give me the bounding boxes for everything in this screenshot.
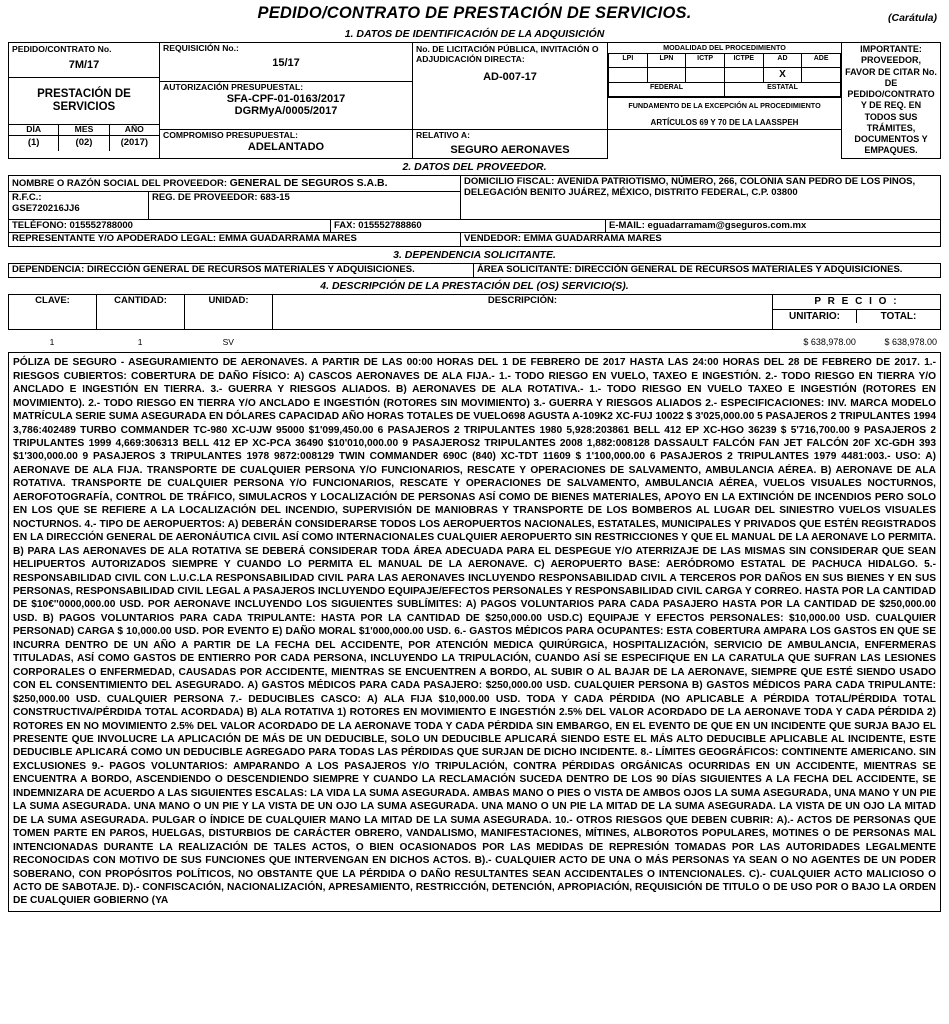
proveedor-nombre-cell — [9, 175, 461, 191]
relativo-field — [413, 130, 608, 159]
proveedor-tel-cell — [9, 219, 331, 233]
modalidad-federal: FEDERAL — [609, 82, 725, 96]
fundamento-value: ARTÍCULOS 69 Y 70 DE LA LAASSPEH — [650, 118, 799, 128]
col-header-precio — [773, 295, 941, 330]
dependencia-value: DIRECCIÓN GENERAL DE RECURSOS MATERIALES Y ADQUISICIONES. — [86, 264, 415, 276]
autorizacion-value-1: SFA-CPF-01-0163/2017 — [226, 92, 346, 105]
modalidad-col-ad: AD — [763, 54, 802, 68]
cell-unidad: SV — [222, 337, 234, 348]
proveedor-email-value: eguadarramam@gseguros.com.mx — [647, 219, 807, 231]
modalidad-col-ictp: ICTP — [686, 54, 725, 68]
section-1-header: 1. DATOS DE IDENTIFICACIÓN DE LA ADQUISICIÓN — [344, 28, 605, 40]
proveedor-email-cell — [606, 219, 941, 233]
licitacion-label: No. DE LICITACIÓN PÚBLICA, INVITACIÓN O ADJUDICACIÓN DIRECTA: — [416, 44, 599, 65]
proveedor-fax-value: 015552788860 — [358, 219, 422, 231]
dependencia-table — [8, 263, 941, 278]
cell-cantidad: 1 — [137, 337, 143, 348]
proveedor-vendedor-value: EMMA GUADARRAMA MARES — [523, 233, 662, 245]
area-label: ÁREA SOLICITANTE: — [477, 264, 572, 276]
pedido-value: 7M/17 — [68, 58, 100, 71]
page-title — [8, 0, 941, 26]
modalidad-mark-ade — [802, 68, 841, 83]
modalidad-mark-lpi — [609, 68, 648, 83]
cell-total: $ 638,978.00 — [884, 337, 937, 348]
proveedor-nombre-value: GENERAL DE SEGUROS S.A.B. — [229, 176, 388, 189]
area-cell — [474, 264, 941, 278]
proveedor-domicilio-value: AVENIDA PATRIOTISMO, NÚMERO, 266, COLONIA SAN PEDRO DE LOS PINOS, DELEGACIÓN BENITO JUÁREZ, MÉXICO, DISTRITO FEDERAL, C.P. 03800 — [464, 175, 916, 198]
modalidad-scope-row — [609, 82, 841, 96]
modalidad-mark-lpn — [647, 68, 686, 83]
importante-text: IMPORTANTE: PROVEEDOR, FAVOR DE CITAR No. DE PEDIDO/CONTRATO Y DE REQ. EN TODOS SUS TRÁMITES, DOCUMENTOS Y EMPAQUES. — [845, 44, 937, 156]
modalidad-mark-ictpe — [724, 68, 763, 83]
fecha-values — [9, 135, 159, 151]
proveedor-reg-label: REG. DE PROVEEDOR: — [152, 191, 258, 203]
modalidad-label: MODALIDAD DEL PROCEDIMIENTO — [663, 43, 786, 52]
proveedor-tel-value: 015552788000 — [69, 219, 133, 231]
compromiso-value: ADELANTADO — [247, 141, 325, 154]
page-title-text: PEDIDO/CONTRATO DE PRESTACIÓN DE SERVICIOS. — [257, 4, 692, 22]
modalidad-mark-row — [609, 68, 841, 83]
modalidad-block — [608, 43, 842, 130]
table-row — [8, 336, 941, 348]
modalidad-mark-ictp — [686, 68, 725, 83]
proveedor-domicilio-cell — [461, 175, 941, 219]
col-header-cantidad: CANTIDAD: — [97, 295, 185, 330]
area-value: DIRECCIÓN GENERAL DE RECURSOS MATERIALES Y ADQUISICIONES. — [574, 264, 903, 276]
compromiso-field — [160, 130, 413, 159]
fundamento-label: FUNDAMENTO DE LA EXCEPCIÓN AL PROCEDIMIENTO — [608, 97, 841, 112]
modalidad-table — [608, 53, 841, 97]
autorizacion-field — [160, 81, 413, 129]
descripcion-body-table — [8, 352, 941, 912]
section-4-header: 4. DESCRIPCIÓN DE LA PRESTACIÓN DEL (OS) SERVICIO(S). — [320, 280, 629, 293]
modalidad-estatal: ESTATAL — [724, 82, 840, 96]
autorizacion-label: AUTORIZACIÓN PRESUPUESTAL: — [163, 81, 304, 92]
col-header-unidad: UNIDAD: — [185, 295, 273, 330]
proveedor-table — [8, 175, 941, 248]
proveedor-fax-cell — [331, 219, 606, 233]
proveedor-representante-label: REPRESENTANTE Y/O APODERADO LEGAL: — [12, 233, 217, 245]
compromiso-label: COMPROMISO PRESUPUESTAL: — [163, 130, 298, 141]
descripcion-values-table — [8, 336, 941, 348]
modalidad-mark-ad: X — [763, 68, 802, 83]
cell-clave: 1 — [49, 337, 55, 348]
requisicion-label: REQUISICIÓN No.: — [163, 43, 239, 53]
pedido-label: PEDIDO/CONTRATO No. — [12, 44, 112, 54]
modalidad-col-ictpe: ICTPE — [724, 54, 763, 68]
col-header-clave: CLAVE: — [9, 295, 97, 330]
section-3-header: 3. DEPENDENCIA SOLICITANTE. — [393, 249, 556, 262]
pedido-field — [9, 43, 159, 78]
licitacion-field — [413, 43, 608, 130]
precio-total-label: TOTAL: — [880, 310, 917, 322]
proveedor-domicilio-label: DOMICILIO FISCAL: — [464, 175, 555, 187]
descripcion-body-text: PÓLIZA DE SEGURO - ASEGURAMIENTO DE AERONAVES. A PARTIR DE LAS 00:00 HORAS DEL 1 DE FEBRERO DE 2017 HASTA LAS 24:00 HORAS DEL 28 DE FEBRERO DE 2017. 1.- RIESGOS CUBIERTOS: COBERTURA DE DAÑO FÍSICO: A) CASCOS AERONAVES DE ALA FIJA.- 1.- TODO RIESGO EN VUELO, TAXEO E INGESTIÓN. 2.- TODO RIESGO EN TIERRA Y/O ANCLADO E INGESTIÓN EN TIERRA. 3.- GUERRA Y RIESGOS ALIADOS. B) AERONAVES DE ALA ROTATIVA.- 1.- TODO RIESGO EN VUELO TAXEO E INGESTIÓN (ROTORES EN MOVIMIENTO). 2.- TODO RIESGO EN TIERRA Y/O ANCLADO E INGESTIÓN (ROTORES SIN MOVIMIENTO) 3.- GUERRA Y RIESGOS ALIADOS 2.- ESPECIFICACIONES: INV. MARCA MODELO MATRÍCULA SERIE SUMA ASEGURADA EN DÓLARES CAPACIDAD AÑO HORAS TOTALES DE VUELO698 AGUSTA A-109K2 XC-FUJ 10022 $ 3'025,000.00 5 PASAJEROS 2 TRIPULANTES 1994 3,786:402489 TURBO COMMANDER TC-980 XC-UJW 95000 $1'099,450.00 6 PASAJEROS 2 TRIPULANTES 1980 5,928:203861 BELL 412 EP XC-HGO 36239 $ 5'716,700.00 9 PASAJEROS 2 TRIPULANTES 1999 4,669:306313 BELL 412 EP XC-PCA 36490 $10'010,000.00 9 PASAJEROS2 TRIPULANTES 2008 1,882:008128 DASSAULT FALCÓN FAN JET FALCÓN 20F XC-GDH 393 $1'300,000.00 9 PASAJEROS 3 TRIPULANTES 1978 9872:008129 TWIN COMMANDER 690C (840) XC-TDT 11609 $ 1'100,000.00 6 PASAJEROS 2 TRIPULANTES 1979 4481:003.- USO: A) AERONAVE DE ALA FIJA. TRANSPORTE DE CUALQUIER PERSONA Y/O FUNCIONARIOS, RESCATE Y OPERACIONES DE SALVAMENTO, AMBULANCIA AÉREA. B) AERONAVE DE ALA ROTATIVA. TRANSPORTE DE CUALQUIER PERSONA Y/O FUNCIONARIOS, RESCATE Y OPERACIONES DE SALVAMENTO, AMBULANCIA AÉREA, VUELOS VISUALES NOCTURNOS, AEROFOTOGRAFÍA, CONTROL DE TRÁFICO, SIMULACROS Y LOCALIZACIÓN DE PERSONAS ASÍ COMO DE BIENES MATERIALES, APOYO EN LA EXTINCIÓN DE INCENDIOS PERO SOLO EN LOS QUE SE REFIERE A LA LOCALIZACIÓN DEL INCENDIO, SUPERVISIÓN DE MANIOBRAS Y TRANSPORTE DE LOS BOMBEROS AL LUGAR DEL SINIESTRO VUELOS VISUALES NOCTURNOS. 4.- TIPO DE AEROPUERTOS: A) DEBERÁN CONSIDERARSE TODOS LOS AEROPUERTOS NACIONALES, ESTATALES, MUNICIPALES Y PRIVADOS QUE ESTÉN REGISTRADOS EN LA DIRECCIÓN GENERAL DE AERONÁUTICA CIVIL ASÍ COMO INTERNACIONALES CUALQUIER AEROPUERTO SIN RESTRICCIONES Y QUE EL MANUAL DE LA AERONAVE LO PERMITA. B) PARA LAS AERONAVES DE ALA ROTATIVA SE DEBERÁ CONSIDERAR TODA ÁREA ADECUADA PARA EL DESPEGUE Y/O ATERRIZAJE DE LAS MISMAS SIN CONSIDERAR QUE SEAN HELIPUERTOS AUTORIZADOS SIEMPRE Y CUANDO LO PERMITA EL MANUAL DE LA AERONAVE. C) AEROPUERTO BASE: AERÓDROMO ESTATAL DE PACHUCA HIDALGO. 5.- RESPONSABILIDAD CIVIL CON L.U.C.LA RESPONSABILIDAD CIVIL PARA LAS AERONAVES INCLUYENDO RESPONSABILIDAD CIVIL A TERCEROS POR DAÑOS EN SUS BIENES Y EN SUS PERSONAS, RESPONSABILIDAD CIVIL LEGAL A PASAJEROS INCLUYENDO EQUIPAJE/EFECTOS PERSONALES Y RESPONSABILIDAD CIVIL CARGA Y CORREO. HASTA POR LA CANTIDAD DE $10€''0000,000.00 USD. POR AERONAVE INCLUYENDO LOS SIGUIENTES SUBLÍMITES: A) PAGOS VOLUNTARIOS PARA CADA PASAJERO HASTA POR LA CANTIDAD DE $250,000.00 USD. B) PAGOS VOLUNTARIOS PARA CADA TRIPULANTE: HASTA POR LA CANTIDAD DE $250,000.00 USD.C) EQUIPAJE Y EFECTOS PERSONALES: $10,000.00 USD. CUALQUIER PERSONAD) CARGA $ 10,000.00 USD. POR EVENTO E) DAÑO MORAL $1'000,000.00 USD. 6.- GASTOS MÉDICOS PARA OCUPANTES: ESTA COBERTURA AMPARA LOS GASTOS EN QUE SE INCURRA DENTRO DE UN AÑO A PARTIR DE LA FECHA DEL ACCIDENTE, POR ATENCIÓN MEDICA QUIRÚRGICA, HOSPITALIZACIÓN, SERVICIO DE AMBULANCIA, ENFERMERAS TITULADAS, ASÍ COMO GASTOS DE ENTIERRO POR CADA PERSONA, INCLUYENDO LA TRIPULACIÓN, CUANDO ASÍ SE ESPECIFIQUE EN LA CARATULA QUE SUFRAN LAS LESIONES CORPORALES O ENFERMEDAD, CAUSADAS POR ACCIDENTE, MIENTRAS SE ENCUENTREN A BORDO, AL SUBIR O AL BAJAR DE LA AERONAVE, SIEMPRE QUE ESTÉ SIENDO USADO CON EL CONSENTIMIENTO DEL ASEGURADO. A) GASTOS MÉDICOS PARA CADA PASAJERO: $250,000.00 USD. CUALQUIER PERSONA B) GASTOS MÉDICOS PARA CADA TRIPULANTE: $250,000.00 USD. CUALQUIER PERSONA 7.- DEDUCIBLES CASCO: A) ALA FIJA $10,000.00 USD. TODA Y CADA PÉRDIDA (NO APLICABLE A PÉRDIDA TOTAL/PÉRDIDA TOTAL CONSTRUCTIVA/PÉRDIDA TOTAL ACORDADA) B) ALA ROTATIVA 1) ROTORES EN MOVIMIENTO E INGESTIÓN 2.5% DEL VALOR ACORDADO DE LA AERONAVE TODA Y CADA PÉRDIDA 2) ROTORES EN NO MOVIMIENTO 2.5% DEL VALOR ACORDADO DE LA AERONAVE TODA Y CADA PÉRDIDA SIN EMBARGO, EN EL EVENTO DE QUE EN UN INCIDENTE QUE SURJA BAJO EL PRESENTE QUE INVOLUCRE LA APLICACIÓN DE MÁS DE UN DEDUCIBLE, SOLO UN DEDUCIBLE APLICARÁ SIENDO ESTE EL MÁS ALTO DEDUCIBLE APLICABLE AL INCIDENTE, ESTE DEDUCIBLE APLICARÁ COMO UN DEDUCIBLE AGREGADO PARA TODAS LAS PÉRDIDAS QUE SURJAN DE DICHO INCIDENTE. 8.- LÍMITES GEOGRÁFICOS: CONTINENTE AMERICANO. SIN EXCLUSIONES 9.- PAGOS VOLUNTARIOS: AMPARANDO A LOS PASAJEROS Y/O TRIPULACIÓN, CONTRA PÉRDIDAS ORGÁNICAS OCURRIDAS EN UN ACCIDENTE, MIENTRAS SE ENCUENTRA A BORDO, ASCENDIENDO O DESCENDIENDO SIEMPRE Y CUANDO LA RECLAMACIÓN SUCEDA DENTRO DE LOS 90 DÍAS SIGUIENTES A LA FECHA DEL ACCIDENTE, SE INDEMNIZARA DE ACUERDO A LAS SIGUIENTES ESCALAS: LA VIDA LA SUMA ASEGURADA. AMBAS MANO O PIES O VISTA DE AMBOS OJOS LA SUMA ASEGURADA, UNA MANO Y UN PIE LA SUMA ASEGURADA. UNA MANO O UN PIE Y LA VISTA DE UN OJO LA SUMA ASEGURADA. UNA MANO O UN PIE LA MITAD DE LA SUMA ASEGURADA. LA VISTA DE UN OJO LA MITAD DE LA SUMA ASEGURADA. PULGAR O ÍNDICE DE CUALQUIER MANO LA MITAD DE LA SUMA ASEGURADA. 10.- OTROS RIESGOS QUE DEBEN CUBRIR: A).- ACTOS DE PERSONAS QUE TOMEN PARTE EN PAROS, HUELGAS, DISTURBIOS DE CARÁCTER OBRERO, VANDALISMO, MANIFESTACIONES, MÍTINES, ALBOROTOS POPULARES, MOTINES O DE PERSONAS MAL INTENCIONADAS DURANTE LA REALIZACIÓN DE TALES ACTOS, O BIEN OCASIONADOS POR LAS MEDIDAS DE REPRESIÓN TOMADAS POR LAS AUTORIDADES LEGALMENTE RECONOCIDAS CON MOTIVO DE SUS FUNCIONES QUE INTERVENGAN EN DICHOS ACTOS. B).- CUALQUIER ACTO DE UNA O MÁS PERSONAS YA SEAN O NO AGENTES DE UN PODER SOBERANO, CON PROPÓSITOS POLÍTICOS, NO OBSTANTE QUE LA PÉRDIDA O DAÑO RESULTANTES SEAN ACCIDENTALES O INTENCIONALES. C).- CUALQUIER ACTO MALICIOSO O ACTO DE SABOTAJE. D).- CONFISCACIÓN, NACIONALIZACIÓN, APRESAMIENTO, RESTRICCIÓN, DETENCIÓN, APROPIACIÓN, REQUISICIÓN DE TITULO O DE USO POR O BAJO LA ORDEN DE CUALQUIER GOBIERNO (YA — [13, 357, 936, 907]
fecha-headers — [9, 125, 159, 135]
section-2-header: 2. DATOS DEL PROVEEDOR. — [402, 160, 547, 173]
proveedor-vendedor-cell — [461, 233, 941, 247]
modalidad-col-ade: ADE — [802, 54, 841, 68]
descripcion-header-table — [8, 294, 941, 330]
caratula-label: (Carátula) — [887, 12, 937, 24]
proveedor-representante-value: EMMA GUADARRAMA MARES — [218, 233, 357, 245]
proveedor-reg-value: 683-15 — [260, 191, 290, 203]
fecha-header-mes: MES — [58, 125, 109, 135]
cell-descripcion — [272, 336, 773, 348]
licitacion-value: AD-007-17 — [483, 70, 537, 83]
precio-subheaders — [773, 310, 940, 324]
cell-unitario: $ 638,978.00 — [803, 337, 856, 348]
proveedor-representante-cell — [9, 233, 461, 247]
proveedor-rfc-label: R.F.C.: — [12, 191, 42, 203]
fecha-dia: (1) — [27, 136, 40, 148]
col-header-descripcion: DESCRIPCIÓN: — [273, 295, 773, 330]
descripcion-body-cell — [9, 353, 941, 912]
requisicion-value: 15/17 — [272, 56, 300, 69]
dependencia-cell — [9, 264, 474, 278]
modalidad-header-row — [609, 54, 841, 68]
fecha-mes: (02) — [58, 136, 109, 151]
fecha-ano: (2017) — [120, 136, 149, 148]
identificacion-table — [8, 42, 941, 159]
proveedor-rfc-value: GSE720216JJ6 — [12, 202, 80, 214]
modalidad-col-lpn: LPN — [647, 54, 686, 68]
proveedor-vendedor-label: VENDEDOR: — [464, 233, 522, 245]
relativo-label: RELATIVO A: — [416, 130, 470, 141]
proveedor-rfc-cell — [9, 191, 149, 219]
proveedor-email-label: E-MAIL: — [609, 219, 645, 231]
importante-note — [842, 43, 941, 159]
autorizacion-value-2: DGRMyA/0005/2017 — [234, 105, 338, 118]
proveedor-nombre-label: NOMBRE O RAZÓN SOCIAL DEL PROVEEDOR: — [12, 177, 227, 189]
pedido-block — [9, 43, 160, 159]
tipo-field — [9, 78, 159, 125]
precio-unitario-label: UNITARIO: — [773, 310, 857, 324]
relativo-value: SEGURO AERONAVES — [450, 144, 570, 157]
proveedor-tel-label: TELÉFONO: — [12, 219, 67, 231]
precio-title: P R E C I O : — [773, 295, 940, 310]
dependencia-label: DEPENDENCIA: — [12, 264, 85, 276]
tipo-value: PRESTACIÓN DE SERVICIOS — [37, 87, 131, 113]
requisicion-field — [160, 43, 413, 82]
fecha-header-dia: DÍA — [26, 123, 42, 134]
fecha-header-ano: AÑO — [124, 123, 144, 134]
proveedor-reg-cell — [149, 191, 461, 219]
modalidad-col-lpi: LPI — [609, 54, 648, 68]
proveedor-fax-label: FAX: — [334, 219, 356, 231]
